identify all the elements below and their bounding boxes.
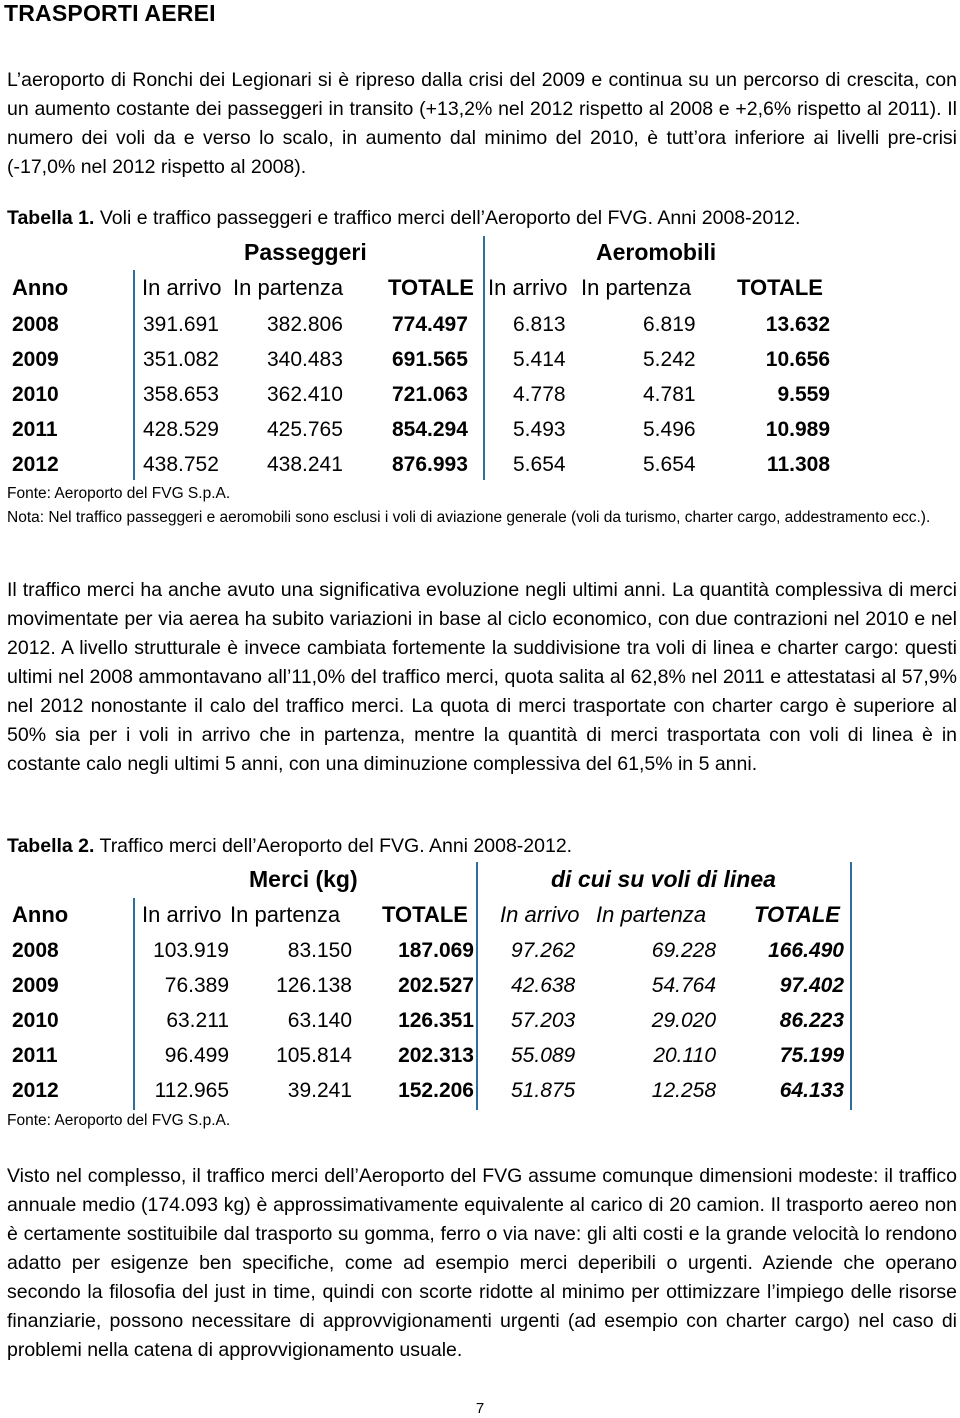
table1-caption-text: Voli e traffico passeggeri e traffico merci dell’Aeroporto del FVG. Anni 2008-2012. xyxy=(94,207,801,229)
table1-cell: 340.483 xyxy=(267,348,343,371)
table2-cell: 83.150 xyxy=(287,939,352,962)
table1-divider xyxy=(483,236,485,480)
table1-note: Nota: Nel traffico passeggeri e aeromobili sono esclusi i voli di aviazione generale (voli da turismo, charter cargo, addestramento ecc.). xyxy=(7,509,931,526)
table1-cell: 5.654 xyxy=(513,453,566,476)
table1-group-aeromobili: Aeromobili xyxy=(596,239,717,265)
table1-total-cell: 9.559 xyxy=(777,383,830,406)
table1-cell: 358.653 xyxy=(143,383,219,406)
table1-source: Fonte: Aeroporto del FVG S.p.A. xyxy=(7,485,231,502)
table2-year-cell: 2008 xyxy=(12,939,59,962)
table1-total-cell: 10.989 xyxy=(765,418,830,441)
table2-caption-label: Tabella 2. xyxy=(7,835,95,857)
table1-year-cell: 2009 xyxy=(12,348,59,371)
table2-cell: 55.089 xyxy=(511,1044,576,1067)
table1-header-cell: In arrivo xyxy=(488,275,568,300)
table2-header-cell: In arrivo xyxy=(142,902,222,927)
table1-header-cell: TOTALE xyxy=(737,275,823,300)
table2-caption xyxy=(7,834,572,858)
table1-cell: 351.082 xyxy=(143,348,219,371)
table2-header-cell: In partenza xyxy=(596,902,707,927)
table2-cell: 126.138 xyxy=(276,974,352,997)
table1-cell: 5.654 xyxy=(643,453,696,476)
table1-cell: 5.242 xyxy=(643,348,696,371)
table1-header-cell: In partenza xyxy=(581,275,692,300)
table2-cell: 76.389 xyxy=(164,974,229,997)
table1-cell: 4.781 xyxy=(643,383,696,406)
table2-cell: 42.638 xyxy=(511,974,576,997)
table1-cell: 6.813 xyxy=(513,313,566,336)
table1-caption-label: Tabella 1. xyxy=(7,207,95,229)
table2-header-cell: TOTALE xyxy=(382,902,468,927)
table2-cell: 20.110 xyxy=(653,1044,716,1067)
table2-divider xyxy=(850,862,852,1110)
table2-total-cell: 86.223 xyxy=(779,1009,844,1032)
table2-divider xyxy=(476,862,478,1110)
table2-cell: 105.814 xyxy=(276,1044,352,1067)
table1-year-cell: 2008 xyxy=(12,313,59,336)
table2-caption-text: Traffico merci dell’Aeroporto del FVG. Anni 2008-2012. xyxy=(94,835,573,857)
table2-cell: 69.228 xyxy=(651,939,716,962)
table2-cell: 112.965 xyxy=(154,1079,229,1102)
table2-year-cell: 2012 xyxy=(12,1079,59,1102)
table2-cell: 96.499 xyxy=(164,1044,229,1067)
table1-total-cell: 721.063 xyxy=(392,383,468,406)
table2-cell: 97.262 xyxy=(511,939,576,962)
table1-cell: 4.778 xyxy=(513,383,566,406)
table1-total-cell: 10.656 xyxy=(765,348,830,371)
table2-total-cell: 202.527 xyxy=(398,974,474,997)
table1-header-cell: Anno xyxy=(12,275,69,300)
table2-year-cell: 2009 xyxy=(12,974,59,997)
table2-cell: 103.919 xyxy=(153,939,229,962)
table1-total-cell: 13.632 xyxy=(765,313,830,336)
table1-total-cell: 854.294 xyxy=(392,418,468,441)
table2-header-cell: TOTALE xyxy=(754,902,840,927)
table2-total-cell: 126.351 xyxy=(398,1009,474,1032)
section-heading: TRASPORTI AEREI xyxy=(4,0,216,26)
table1-year-cell: 2012 xyxy=(12,453,59,476)
table2-cell: 57.203 xyxy=(511,1009,576,1032)
table2-cell: 63.140 xyxy=(287,1009,352,1032)
table1-header-cell: In partenza xyxy=(233,275,344,300)
table2-cell: 29.020 xyxy=(651,1009,716,1032)
table1-cell: 428.529 xyxy=(143,418,219,441)
table1-caption xyxy=(7,206,800,230)
table2-year-cell: 2010 xyxy=(12,1009,59,1032)
table2-source: Fonte: Aeroporto del FVG S.p.A. xyxy=(7,1112,231,1129)
table2-cell: 51.875 xyxy=(511,1079,576,1102)
table1-cell: 438.752 xyxy=(143,453,219,476)
table1-cell: 391.691 xyxy=(143,313,219,336)
final-paragraph: Visto nel complesso, il traffico merci dell’Aeroporto del FVG assume comunque dimensioni modeste: il traffico annuale medio (174.093 kg) è approssimativamente equivalente al carico di 20 camion. Il trasporto aereo non è certamente sostituibile dal trasporto su gomma, ferro o via nave: gli alti costi e la grande velocità lo rendono adatto per esigenze ben specifiche, come ad esempio merci deperibili o urgenti. Aziende che operano secondo la filosofia del just in time, quindi con scorte ridotte al minimo per ottimizzare l’impiego delle risorse finanziarie, possono necessitare di approvvigionamenti urgenti (ad esempio con charter cargo) nel caso di problemi nella catena di approvvigionamento usuale. xyxy=(7,1165,957,1361)
table1-year-cell: 2010 xyxy=(12,383,59,406)
table1-cell: 5.414 xyxy=(513,348,566,371)
table1-group-passeggeri: Passeggeri xyxy=(244,239,367,265)
page-number: 7 xyxy=(475,1400,485,1417)
table1-year-cell: 2011 xyxy=(12,418,58,441)
table1-total-cell: 11.308 xyxy=(766,453,830,476)
table1-total-cell: 774.497 xyxy=(392,313,468,336)
table2-year-cell: 2011 xyxy=(12,1044,58,1067)
table2-group-merci: Merci (kg) xyxy=(249,866,358,892)
table2-header-cell: In partenza xyxy=(230,902,341,927)
table2-total-cell: 152.206 xyxy=(398,1079,474,1102)
table2-cell: 39.241 xyxy=(287,1079,352,1102)
table1-divider xyxy=(133,270,135,480)
table2-total-cell: 64.133 xyxy=(779,1079,844,1102)
table2-total-cell: 202.313 xyxy=(398,1044,474,1067)
middle-paragraph: Il traffico merci ha anche avuto una significativa evoluzione negli ultimi anni. La quantità complessiva di merci movimentate per via aerea ha subito variazioni in base al ciclo economico, con due contrazioni nel 2010 e nel 2012. A livello strutturale è invece cambiata fortemente la suddivisione tra voli di linea e charter cargo: questi ultimi nel 2008 ammontavano all’11,0% del traffico merci, quota salita al 62,8% nel 2011 e attestatasi al 57,9% nel 2012 nonostante il calo del traffico merci. La quota di merci trasportate con charter cargo è superiore al 50% sia per i voli in arrivo che in partenza, mentre la quantità di merci trasportata con voli di linea è in costante calo negli ultimi 5 anni, con una diminuzione complessiva del 61,5% in 5 anni. xyxy=(7,579,957,775)
table1-cell: 5.496 xyxy=(643,418,696,441)
table2-total-cell: 97.402 xyxy=(779,974,844,997)
table1-header-cell: TOTALE xyxy=(388,275,474,300)
table1-cell: 362.410 xyxy=(267,383,343,406)
table1-total-cell: 691.565 xyxy=(392,348,468,371)
table1-total-cell: 876.993 xyxy=(392,453,468,476)
table2-group-linea: di cui su voli di linea xyxy=(551,866,776,892)
table1-cell: 425.765 xyxy=(267,418,343,441)
table2-total-cell: 75.199 xyxy=(779,1044,844,1067)
intro-paragraph: L’aeroporto di Ronchi dei Legionari si è ripreso dalla crisi del 2009 e continua su un percorso di crescita, con un aumento costante dei passeggeri in transito (+13,2% nel 2012 rispetto al 2008 e +2,6% rispetto al 2011). Il numero dei voli da e verso lo scalo, in aumento dal minimo del 2010, è tutt’ora inferiore ai livelli pre-crisi (-17,0% nel 2012 rispetto al 2008). xyxy=(7,69,957,178)
table1-cell: 5.493 xyxy=(513,418,566,441)
table2-cell: 63.211 xyxy=(166,1009,229,1032)
table2-total-cell: 166.490 xyxy=(768,939,844,962)
table2-header-cell: In arrivo xyxy=(500,902,580,927)
table2-header-cell: Anno xyxy=(12,902,69,927)
table1-header-cell: In arrivo xyxy=(142,275,222,300)
table2-cell: 12.258 xyxy=(651,1079,716,1102)
table2-total-cell: 187.069 xyxy=(398,939,474,962)
table1-cell: 382.806 xyxy=(267,313,343,336)
table1-cell: 438.241 xyxy=(267,453,343,476)
table2-cell: 54.764 xyxy=(651,974,716,997)
table1-cell: 6.819 xyxy=(643,313,696,336)
